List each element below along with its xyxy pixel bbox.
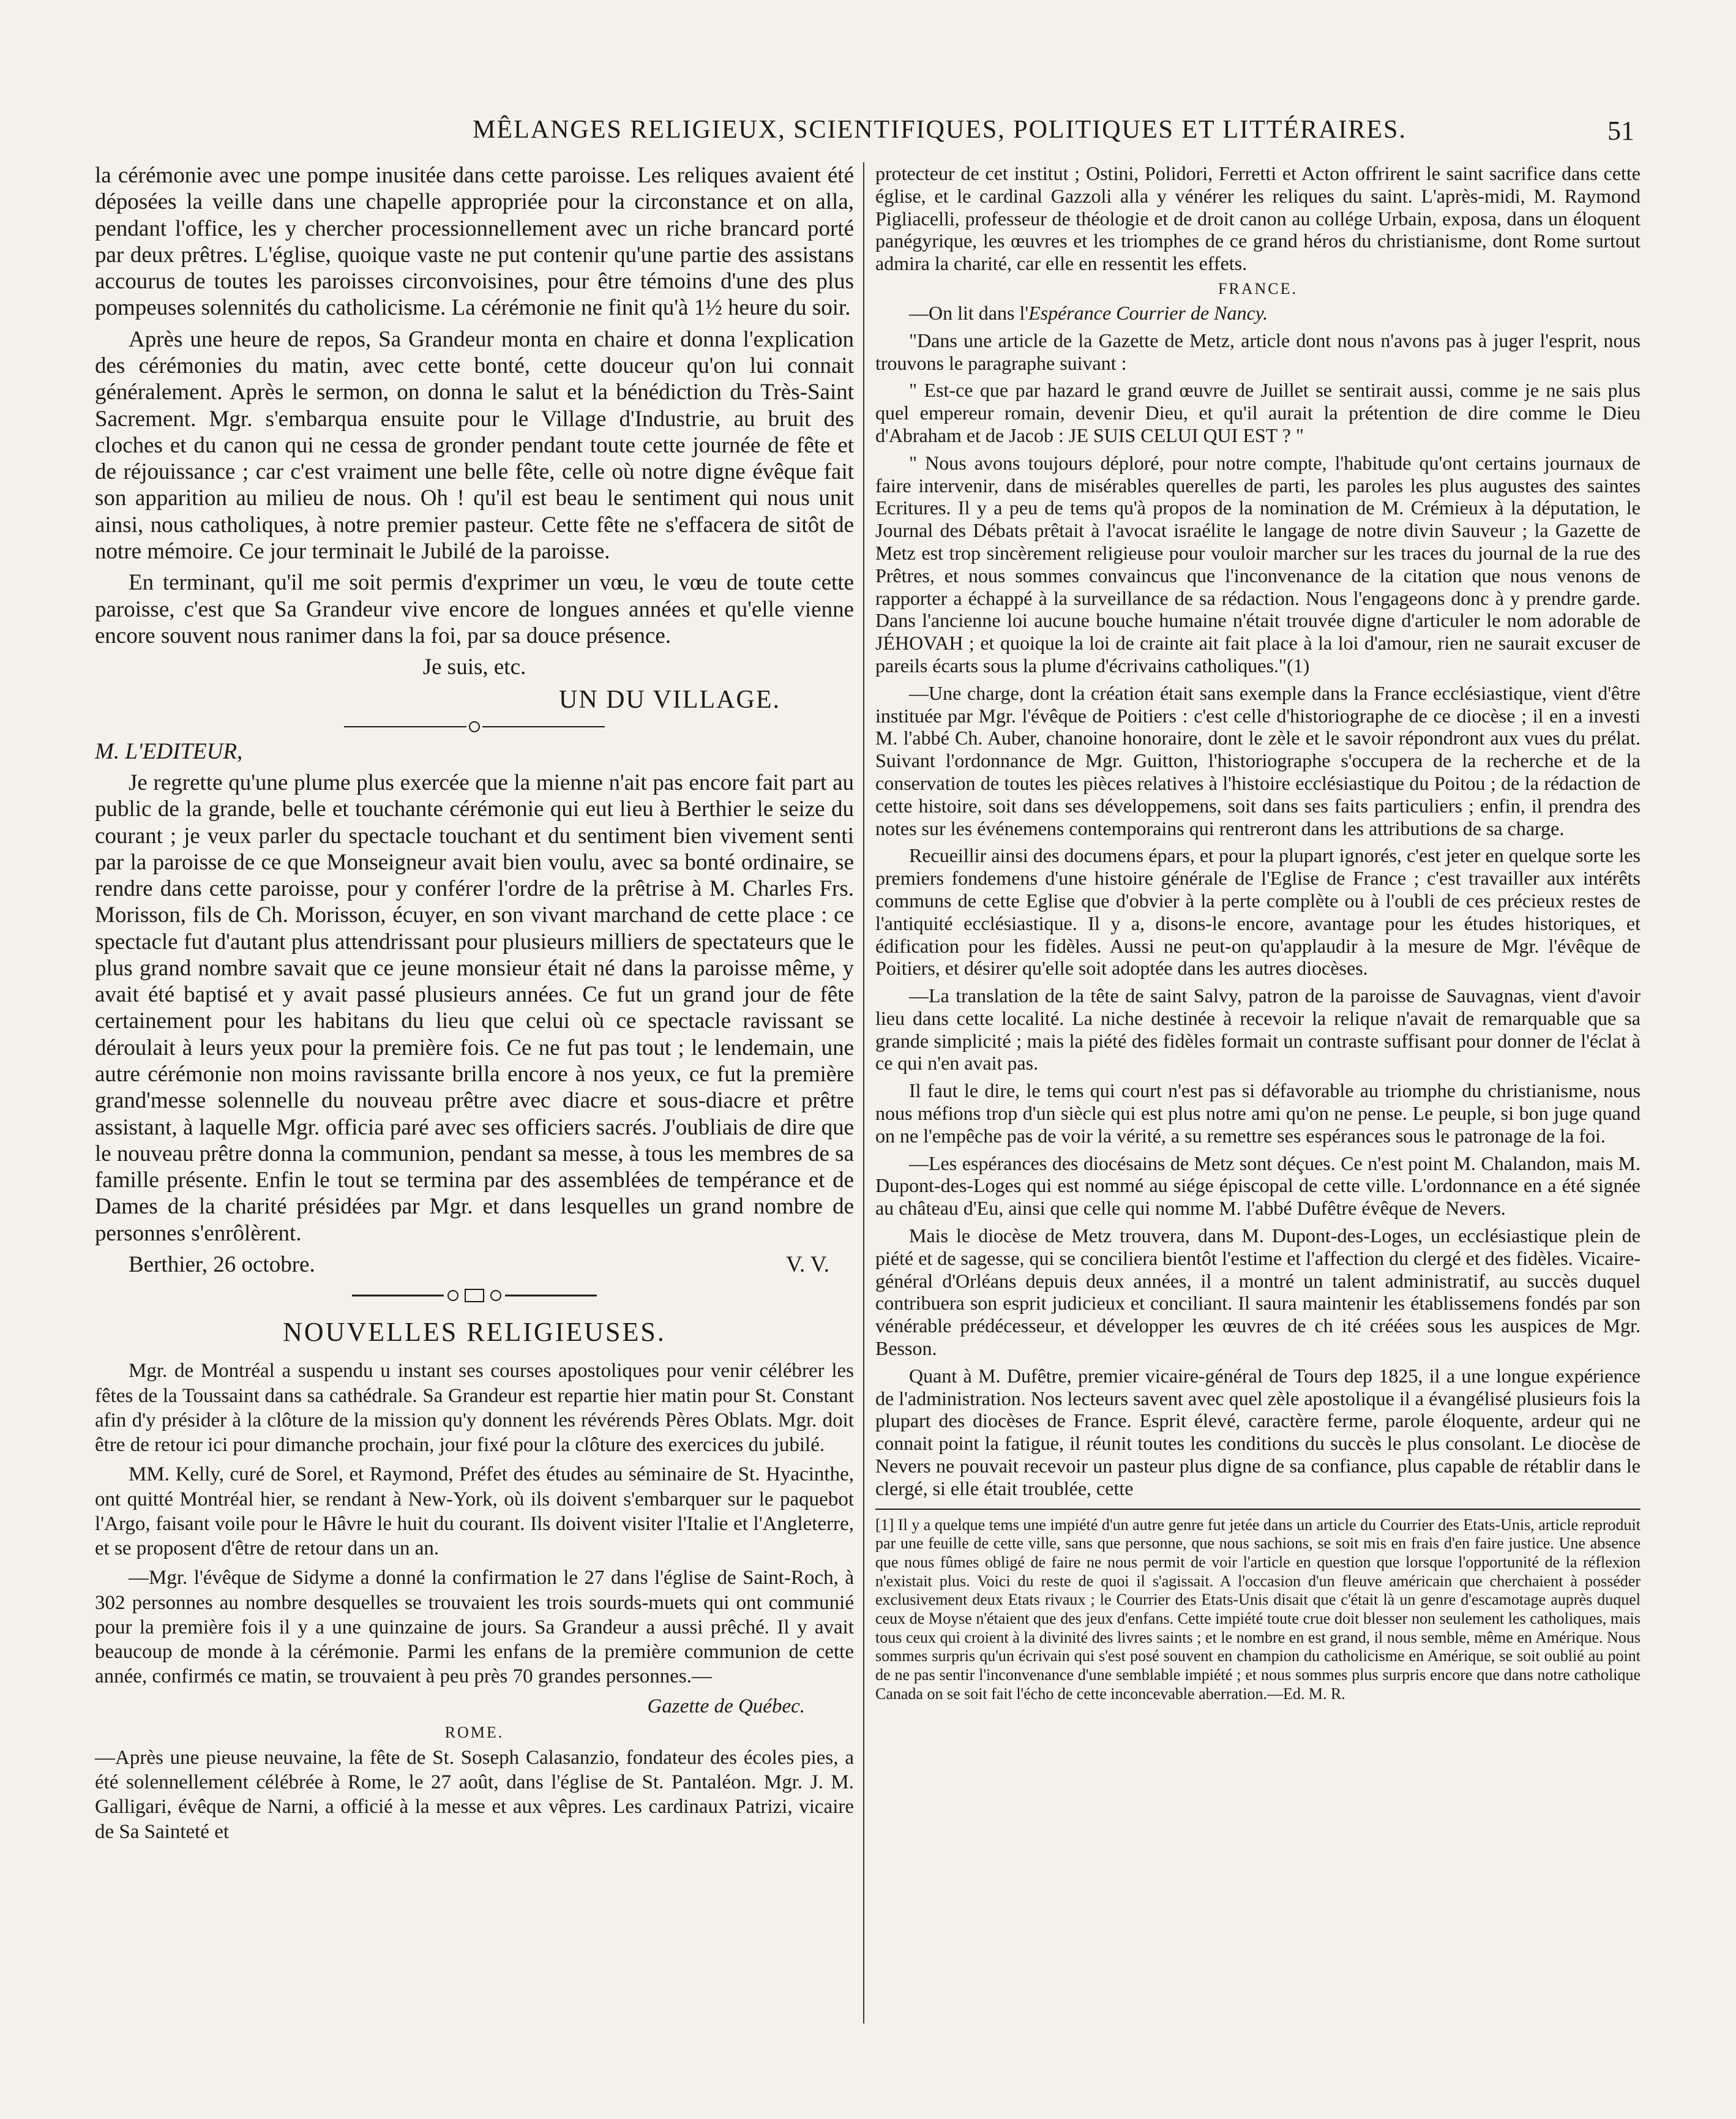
footnote: [1] Il y a quelque tems une impiété d'un autre genre fut jetée dans un article du Courrier des Etats-Unis, article reproduit par une feuille de cette ville, sans que personne, que nous sachions, se soit mis en frais d'en faire justice. Une absence que nous fûmes obligé de faire ne nous permit de voir l'article en question que lorsque l'opportunité de la réflexion n'existait plus. Voici du reste de quoi il s'agissait. A l'occasion d'un fleuve américain que cherchaient à posséder exclusivement deux Etats rivaux ; le Courrier des Etats-Unis disait que c'était là un genre d'escamotage auprès duquel ceux de Moyse n'étaient que des jeux d'enfans. Cette impiété toute crue doit blesser non seulement les catholiques, mais tous ceux qui croient à la divinité des livres saints ; et le nombre en est grand, il nous semble, même en Amérique. Nous sommes surpris qu'un écrivain qui s'est posé souvent en champion du catholicisme en Amérique, se soit oublié au point de ne pas sentir l'inconvenance d'une semblable impiété ; et nous sommes plus surpris encore que dans notre catholique Canada on se soit fait l'écho de cette inconcevable aberration.—Ed. M. R. (875, 1515, 1641, 1703)
column-divider (863, 162, 864, 2023)
page-number: 51 (1607, 116, 1634, 146)
village-letter-paragraph: En terminant, qu'il me soit permis d'exprimer un vœu, le vœu de toute cette paroisse, c'est que Sa Grandeur vive encore de longues années et qu'elle vienne encore souvent nous ranimer dans la foi, par sa douce présence. (95, 570, 854, 648)
running-title: MÊLANGES RELIGIEUX, SCIENTIFIQUES, POLITIQUES ET LITTÉRAIRES. (473, 116, 1407, 144)
section-title: NOUVELLES RELIGIEUSES. (283, 1317, 666, 1348)
editor-salutation: M. L'EDITEUR, (95, 738, 243, 764)
footnote-rule (875, 1509, 1641, 1510)
france-heading: FRANCE. (1218, 279, 1298, 298)
page-header (92, 110, 1659, 165)
berthier-letter-paragraph: Je regrette qu'une plume plus exercée que la mienne n'ait pas encore fait part au public de la grande, belle et touchante cérémonie qui eut lieu à Berthier le seize du courant ; je veux parler du spectacle touchant et du sentiment bien vivement senti par la paroisse de ce que Monseigneur avait bien voulu, avec sa bonté ordinaire, se rendre dans cette paroisse, pour y conférer l'ordre de la prêtrise à M. Charles Frs. Morisson, fils de Ch. Morisson, écuyer, en son vivant marchand de cette place : ce spectacle fut d'autant plus attendrissant pour plusieurs milliers de spectateurs que le plus grand nombre savait que ce jeune monsieur était né dans la paroisse même, y avait été baptisé et y avait passé plusieurs années. Ce fut un grand jour de fête certainement pour les habitans du lieu que celui où ce spectacle ravissant se déroulait à leurs yeux pour la première fois. Ce ne fut pas tout ; le lendemain, une autre cérémonie non moins ravissante brilla encore à nos yeux, ce fut la première grand'messe solennelle du nouveau prêtre avec diacre et sous-diacre et prêtre assistant, à laquelle Mgr. officia paré avec ses officiers sacrés. J'oubliais de dire que le nouveau prêtre donna la communion, pendant sa messe, à tous les membres de sa famille présente. Enfin le tout se termina par des assemblées de tempérance et de Dames de la charité présidées par Mgr. et dans lesquelles un grand nombre de personnes s'enrôlèrent. (95, 770, 854, 1246)
news-paragraph: Il faut le dire, le tems qui court n'est pas si défavorable au triomphe du christianisme, nous nous méfions trop d'un siècle qui est plus notre ami qu'on ne pense. Le peuple, si bon juge quand on ne l'empêche pas de voir la vérité, a su remettre ses espérances sous le patronage de la foi. (875, 1079, 1641, 1147)
village-letter-paragraph: la cérémonie avec une pompe inusitée dans cette paroisse. Les reliques avaient été déposées la veille dans une chapelle appropriée pour la circonstance et on alla, pendant l'office, les y chercher processionnellement avec un riche brancard porté par deux prêtres. L'église, quoique vaste ne put contenir qu'une partie des assistans accourus de toutes les paroisses circonvoisines, pour être témoins d'une des plus pompeuses solennités du catholicisme. La cérémonie ne finit qu'à 1½ heure du soir. (95, 163, 854, 321)
left-column (95, 162, 854, 1849)
citation-prefix: —On lit dans l' (909, 301, 1029, 324)
news-paragraph: MM. Kelly, curé de Sorel, et Raymond, Préfet des études au séminaire de St. Hyacinthe, ont quitté Montréal hier, se rendant à New-York, où ils doivent s'embarquer sur le paquebot l'Argo, faisant voile pour le Hâvre le huit du courant. Ils doivent visiter l'Italie et l'Angleterre, et se proposent d'être de retour dans un an. (95, 1463, 854, 1560)
news-paragraph: —Les espérances des diocésains de Metz sont déçues. Ce n'est point M. Chalandon, mais M. Dupont-des-Loges qui est nommé au siége épiscopal de cette ville. L'ordonnance en a été signée au château d'Eu, ainsi que celle qui nomme M. l'abbé Dufêtre évêque de Nevers. (875, 1152, 1641, 1220)
news-paragraph: protecteur de cet institut ; Ostini, Polidori, Ferretti et Acton offrirent le saint sacrifice dans cette église, et le cardinal Gazzoli alla y vénérer les reliques du saint. L'après-midi, M. Raymond Pigliacelli, professeur de théologie et de droit canon au collége Urbain, exposa, dans un éloquent panégyrique, les œuvres et les triomphes de ce grand héros du christianisme, dont Rome surtout admira la charité, car elle en ressentit les effets. (875, 162, 1641, 275)
rome-heading: ROME. (444, 1723, 504, 1741)
ornament-divider (95, 1286, 854, 1308)
author-initials: V. V. (786, 1252, 829, 1278)
citation-intro (875, 302, 1641, 324)
right-column (875, 162, 1641, 1708)
news-source: Gazette de Québec. (647, 1695, 805, 1717)
news-paragraph: —La translation de la tête de saint Salvy, patron de la paroisse de Sauvagnas, vient d'avoir lieu dans cette localité. La niche destinée à recevoir la relique n'avait de remarquable que sa grande simplicité ; mais la piété des fidèles formait un contraste suffisant pour donner de l'éclat à ce qui n'en avait pas. (875, 984, 1641, 1075)
news-paragraph: Mgr. de Montréal a suspendu u instant ses courses apostoliques pour venir célébrer les fêtes de la Toussaint dans sa cathédrale. Sa Grandeur est repartie hier matin pour St. Constant afin d'y présider à la clôture de la mission qu'y donnent les révérends Pères Oblats. Mgr. doit être de retour ici pour dimanche prochain, jour fixé pour la clôture des exercices du jubilé. (95, 1360, 854, 1457)
letter-signature: UN DU VILLAGE. (558, 686, 780, 714)
village-letter-paragraph: Après une heure de repos, Sa Grandeur monta en chaire et donna l'explication des cérémonies du matin, avec cette bonté, cette douceur qu'on lui connait généralement. Après le sermon, on donna le salut et la bénédiction du Très-Saint Sacrement. Mgr. s'embarqua ensuite pour le Village d'Industrie, au bruit des cloches et du canon qui ne cessa de gronder pendant toute cette journée de fête et de réjouissance ; car c'est vraiment une belle fête, celle où notre digne évêque fait son apparition au milieu de nous. Oh ! qu'il est beau le sentiment qui nous unit ainsi, nous catholiques, à notre premier pasteur. Cette fête ne s'effacera de sitôt de notre mémoire. Ce jour terminait le Jubilé de la paroisse. (95, 326, 854, 564)
news-paragraph: "Dans une article de la Gazette de Metz, article dont nous n'avons pas à juger l'esprit, nous trouvons le paragraphe suivant : (875, 329, 1641, 374)
news-paragraph: Quant à M. Dufêtre, premier vicaire-général de Tours dep 1825, il a une longue expérience de l'administration. Nos lecteurs savent avec quel zèle apostolique il a évangélisé plusieurs fois la plupart des diocèses de France. Esprit élevé, caractère ferme, parole éloquente, ardeur qui ne connait point la fatigue, il réunit toutes les conditions du succès le plus consolant. Le diocèse de Nevers ne pouvait recevoir un pasteur plus digne de sa confiance, plus capable de rétablir dans le clergé, si elle était troublée, cette (875, 1364, 1641, 1499)
place-date: Berthier, 26 octobre. (129, 1252, 315, 1278)
news-paragraph: " Est-ce que par hazard le grand œuvre de Juillet se sentirait aussi, comme je ne sais plus quel empereur romain, devenir Dieu, et qu'il aurait la prétention de dire comme le Dieu d'Abraham et de Jacob : JE SUIS CELUI QUI EST ? " (875, 379, 1641, 446)
news-paragraph: Mais le diocèse de Metz trouvera, dans M. Dupont-des-Loges, un ecclésiastique plein de piété et de sagesse, qui se conciliera bientôt l'estime et l'affection du clergé et des fidèles. Vicaire-général d'Orléans depuis deux années, il a montré un talent administratif, au succès duquel contribuera son esprit judicieux et conciliant. Il saura maintenir les établissemens fondés par son vénérable prédécesseur, et développer les œuvres de ch ité créées sous les auspices de Mgr. Besson. (875, 1225, 1641, 1360)
letter-dateline (95, 1251, 854, 1278)
news-paragraph: —Après une pieuse neuvaine, la fête de St. Soseph Calasanzio, fondateur des écoles pies, a été solennellement célébrée à Rome, le 27 août, dans l'église de St. Pantaléon. Mgr. J. M. Galligari, évêque de Narni, a officié à la messe et aux vêpres. Les cardinaux Patrizi, vicaire de Sa Sainteté et (95, 1746, 854, 1843)
news-paragraph: " Nous avons toujours déploré, pour notre compte, l'habitude qu'ont certains journaux de faire intervenir, dans de misérables querelles de parti, les paroles les plus augustes des saintes Ecritures. Il y a peu de tems qu'à propos de la nomination de M. Crémieux à la députation, le Journal des Débats prêtait à l'avocat israélite le langage de notre divin Sauveur ; la Gazette de Metz est trop sincèrement religieuse pour vouloir marcher sur les traces du journal de la rue des Prêtres, et nous sommes convaincus que l'inconvenance de la citation que nous venons de rapporter a échappé à la surveillance de sa rédaction. Nous l'engageons donc à y prendre garde. Dans l'ancienne loi aucune bouche humaine n'était trouvée digne d'articuler le nom adorable de JÉHOVAH ; et quoique la loi de crainte ait fait place à la loi d'amour, rien ne saurait excuser de pareils écarts sous la plume d'écrivains catholiques."(1) (875, 451, 1641, 677)
news-paragraph: —Une charge, dont la création était sans exemple dans la France ecclésiastique, vient d'être instituée par Mgr. l'évêque de Poitiers : c'est celle d'historiographe de ce diocèse ; il en a investi M. l'abbé Ch. Auber, chanoine honoraire, dont le zèle et le savoir répondront aux vues du prélat. Suivant l'ordonnance de Mgr. Guitton, l'historiographe s'occupera de la recherche et de la conservation de toutes les pièces relatives à l'histoire ecclésiastique du Poitou ; de la rédaction de cette histoire, soit dans ses développemens, soit dans ses faits particuliers ; enfin, il prendra des notes sur les événemens contemporains qui rentreront dans les attributions de sa charge. (875, 681, 1641, 839)
letter-closing: Je suis, etc. (422, 654, 526, 680)
citation-source: Espérance Courrier de Nancy. (1028, 301, 1268, 324)
section-separator (95, 721, 854, 732)
news-paragraph: —Mgr. l'évêque de Sidyme a donné la confirmation le 27 dans l'église de Saint-Roch, à 302 personnes au nombre desquelles se trouvaient les trois sourds-muets qui ont communié pour la première fois il y a une quinzaine de jours. Sa Grandeur a aussi prêché. Il y avait beaucoup de monde à la cérémonie. Parmi les enfans de la première communion de cette année, confirmés ce matin, se trouvaient à peu près 70 grandes personnes.— (95, 1567, 854, 1688)
news-paragraph: Recueillir ainsi des documens épars, et pour la plupart ignorés, c'est jeter en quelque sorte les premiers fondemens d'une histoire générale de l'Eglise de France ; c'est travailler aux intérêts communs de cette Eglise que d'obvier à la perte complète ou à l'oubli de ces précieux restes de l'antiquité ecclésiastique. Il y a, disons-le encore, avantage pour les études historiques, et édification pour les fidèles. Aussi ne peut-on qu'applaudir à la mesure de Mgr. l'évêque de Poitiers, et désirer qu'elle soit adoptée dans les autres diocèses. (875, 844, 1641, 980)
